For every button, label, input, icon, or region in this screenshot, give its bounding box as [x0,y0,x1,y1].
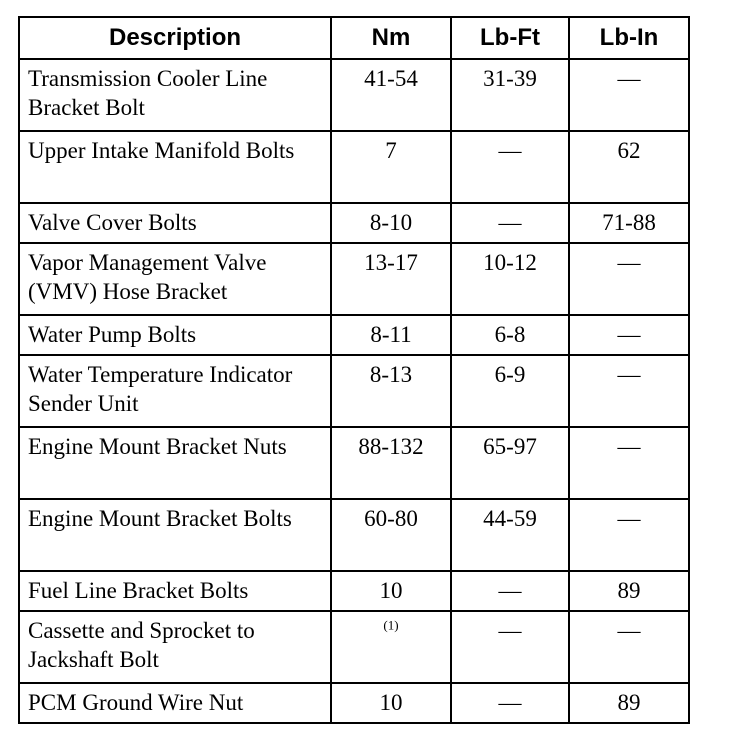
table-row [19,59,689,131]
row-lb-ft: 31-39 [451,59,569,131]
row-nm: 7 [331,131,451,203]
row-description: Engine Mount Bracket Nuts [19,427,331,499]
row-nm: 13-17 [331,243,451,315]
row-description: Vapor Management Valve (VMV) Hose Bracket [19,243,331,315]
table-row [19,499,689,571]
row-nm: 60-80 [331,499,451,571]
header-description: Description [19,17,331,59]
row-lb-ft: 65-97 [451,427,569,499]
header-lb-ft: Lb-Ft [451,17,569,59]
row-nm [331,611,451,683]
row-lb-in: — [569,499,689,571]
row-nm: 88-132 [331,427,451,499]
row-lb-in: 89 [569,683,689,723]
row-nm: 8-13 [331,355,451,427]
table-row [19,131,689,203]
row-nm: 10 [331,683,451,723]
row-description: Water Pump Bolts [19,315,331,355]
table-row [19,427,689,499]
row-lb-ft: — [451,203,569,243]
header-lb-in: Lb-In [569,17,689,59]
row-lb-in: 62 [569,131,689,203]
row-description: Engine Mount Bracket Bolts [19,499,331,571]
row-lb-ft: — [451,611,569,683]
row-description: Transmission Cooler Line Bracket Bolt [19,59,331,131]
table-row [19,571,689,611]
footnote-reference: (1) [383,617,399,633]
row-lb-ft: 10-12 [451,243,569,315]
header-nm: Nm [331,17,451,59]
row-lb-ft: — [451,131,569,203]
row-nm: 8-10 [331,203,451,243]
row-lb-in: 71-88 [569,203,689,243]
row-lb-in: — [569,355,689,427]
table-row [19,683,689,723]
row-description: Cassette and Sprocket to Jackshaft Bolt [19,611,331,683]
row-description: Water Temperature Indicator Sender Unit [19,355,331,427]
row-lb-in: — [569,427,689,499]
row-description: Fuel Line Bracket Bolts [19,571,331,611]
row-lb-in: — [569,611,689,683]
row-lb-ft: 6-8 [451,315,569,355]
row-nm: 8-11 [331,315,451,355]
row-nm: 10 [331,571,451,611]
row-nm: 41-54 [331,59,451,131]
table-row [19,243,689,315]
row-description: PCM Ground Wire Nut [19,683,331,723]
row-description: Valve Cover Bolts [19,203,331,243]
header-row [19,17,689,59]
table-row [19,203,689,243]
row-description: Upper Intake Manifold Bolts [19,131,331,203]
row-lb-in: — [569,243,689,315]
table-row [19,315,689,355]
torque-spec-table [18,16,690,724]
table-row [19,611,689,683]
row-lb-in: — [569,59,689,131]
row-lb-ft: — [451,683,569,723]
row-lb-ft: 6-9 [451,355,569,427]
row-lb-in: 89 [569,571,689,611]
row-lb-ft: — [451,571,569,611]
row-lb-ft: 44-59 [451,499,569,571]
row-lb-in: — [569,315,689,355]
table-row [19,355,689,427]
